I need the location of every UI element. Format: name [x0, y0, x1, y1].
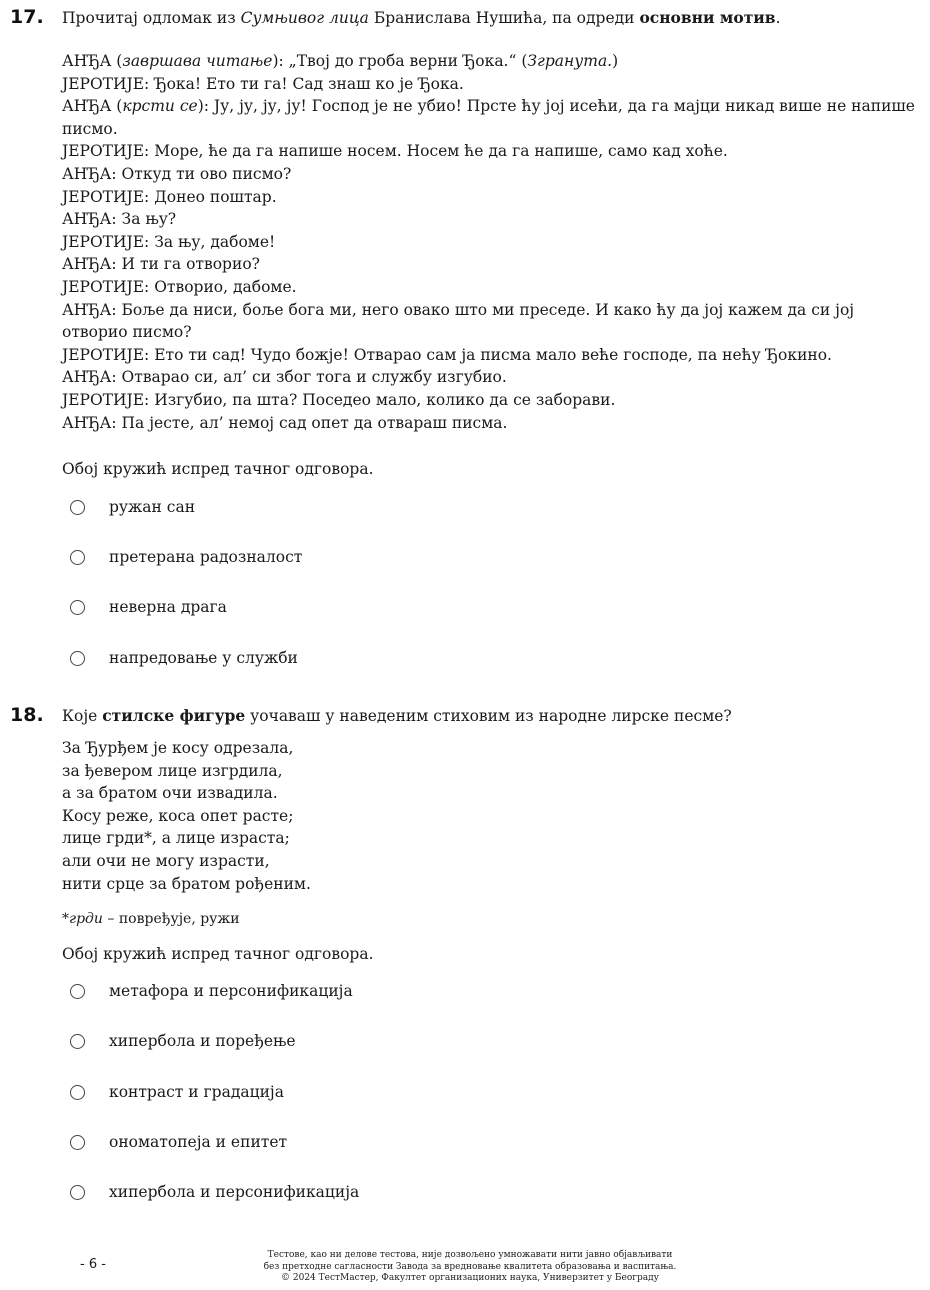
verse-line: лице грди*, а лице израста;	[62, 829, 290, 848]
prompt-text: Прочитај одломак из	[62, 9, 241, 27]
answer-option-label: неверна драга	[109, 598, 227, 616]
prompt-text: уочаваш у наведеним стиховим из народне лирске песме?	[245, 707, 732, 725]
answer-option[interactable]	[70, 496, 195, 518]
answer-option[interactable]	[70, 980, 353, 1002]
dialogue-line: ЈЕРОТИЈЕ: Донео поштар.	[62, 187, 277, 206]
answer-option-label: хипербола и персонификација	[109, 1183, 360, 1201]
answer-option-label: ономатопеја и епитет	[109, 1133, 288, 1151]
dialogue-line: ЈЕРОТИЈЕ: За њу, дабоме!	[62, 232, 276, 251]
dialogue-line: ЈЕРОТИЈЕ: Ето ти сад! Чудо божје! Отварао сам ја писма мало веће господе, па нећу Ђокино.	[62, 345, 832, 364]
radio-circle-icon[interactable]	[70, 550, 85, 565]
work-title: Сумњивог лица	[240, 9, 369, 27]
answer-option-label: ружан сан	[109, 498, 196, 516]
answer-option[interactable]	[70, 1131, 287, 1153]
answer-option-label: контраст и градација	[109, 1083, 284, 1101]
radio-circle-icon[interactable]	[70, 1135, 85, 1150]
page-number: - 6 -	[80, 1257, 106, 1272]
question-number: 18.	[10, 704, 44, 726]
answer-option-label: напредовање у служби	[109, 649, 298, 667]
verse-line: за ђевером лице изгрдила,	[62, 761, 283, 780]
prompt-emphasis: стилске фигуре	[102, 706, 246, 725]
radio-circle-icon[interactable]	[70, 1034, 85, 1049]
dialogue-line: АНЂА (крсти се): Ју, ју, ју, ју! Господ је не убио! Прсте ћу јој исећи, да га мајци никад више не напише писмо.	[62, 97, 915, 138]
prompt-text: Бранислава Нушића, па одреди	[368, 9, 640, 27]
verse-line: а за братом очи извадила.	[62, 784, 278, 803]
dialogue-line: ЈЕРОТИЈЕ: Море, ће да га напише носем. Носем ће да га напише, само кад хоће.	[62, 142, 728, 161]
answer-option[interactable]	[70, 596, 227, 618]
dialogue-line: ЈЕРОТИЈЕ: Отворио, дабоме.	[62, 277, 297, 296]
answer-option-label: хипербола и поређење	[109, 1032, 296, 1050]
dialogue-line: АНЂА: Па јесте, ал’ немој сад опет да отвараш писма.	[62, 413, 508, 432]
verse-line: За Ђурђем је косу одрезала,	[62, 739, 294, 757]
prompt-emphasis: основни мотив	[639, 8, 776, 27]
footnote: *грди – повређује, ружи	[62, 911, 240, 927]
answer-option[interactable]	[70, 1181, 359, 1203]
answer-option[interactable]	[70, 546, 302, 568]
dialogue-line: АНЂА: И ти га отворио?	[62, 255, 260, 274]
answer-instruction: Обој кружић испред тачног одговора.	[62, 460, 374, 478]
verse-line: нити срце за братом рођеним.	[62, 874, 311, 893]
radio-circle-icon[interactable]	[70, 1185, 85, 1200]
prompt-text: .	[775, 9, 781, 27]
radio-circle-icon[interactable]	[70, 984, 85, 999]
dialogue-line: ЈЕРОТИЈЕ: Ђока! Ето ти га! Сад знаш ко је Ђока.	[62, 74, 464, 93]
verse-line: али очи не могу израсти,	[62, 851, 270, 870]
poem-verses	[62, 737, 922, 895]
answer-instruction: Обој кружић испред тачног одговора.	[62, 945, 374, 963]
prompt-text: Које	[62, 707, 103, 725]
radio-circle-icon[interactable]	[70, 651, 85, 666]
answer-option[interactable]	[70, 1081, 284, 1103]
radio-circle-icon[interactable]	[70, 600, 85, 615]
dialogue-line: АНЂА: Отварао си, ал’ си због тога и службу изгубио.	[62, 368, 507, 387]
question-number: 17.	[10, 6, 44, 28]
radio-circle-icon[interactable]	[70, 500, 85, 515]
radio-circle-icon[interactable]	[70, 1085, 85, 1100]
dialogue-line: ЈЕРОТИЈЕ: Изгубио, па шта? Поседео мало, колико да се заборави.	[62, 390, 616, 409]
question-prompt	[62, 706, 912, 726]
dialogue-line: АНЂА: За њу?	[62, 210, 177, 229]
dialogue-line: АНЂА (завршава читање): „Твој до гроба верни Ђока.“ (Згранута.)	[62, 52, 619, 70]
dialogue-line: АНЂА: Боље да ниси, боље бога ми, него овако што ми преседе. И како ћу да јој кажем да си јој отворио писмо?	[62, 300, 855, 342]
answer-option-label: метафора и персонификација	[109, 982, 353, 1000]
copyright-notice: Тестове, као ни делове тестова, није дозвољено умножавати нити јавно објављивати без претходне сагласности Завода за вредновање квалитета образовања и васпитања. © 2024 ТестМастер, Факултет организационих наука, Универзитет у Београду	[263, 1250, 677, 1283]
dialogue-line: АНЂА: Откуд ти ово писмо?	[62, 164, 292, 183]
answer-option-label: претерана радозналост	[109, 548, 303, 566]
dialogue-excerpt	[62, 50, 922, 434]
answer-option[interactable]	[70, 647, 298, 669]
question-prompt	[62, 8, 912, 28]
answer-option[interactable]	[70, 1030, 296, 1052]
verse-line: Косу реже, коса опет расте;	[62, 806, 294, 825]
